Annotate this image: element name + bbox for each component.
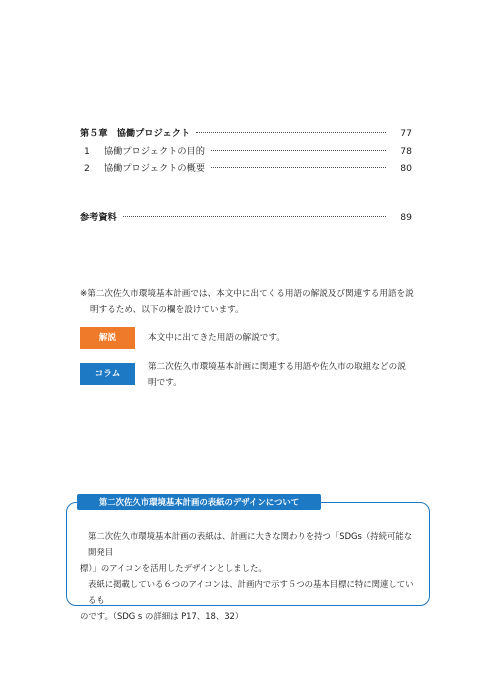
toc-leader	[196, 131, 386, 133]
design-info-line: 標）」のアイコンを活用したデザインとしました。	[80, 563, 267, 573]
kaisetsu-description: 本文中に出てきた用語の解説です。	[148, 333, 285, 343]
toc-leader	[123, 215, 386, 217]
toc-leader	[211, 166, 386, 168]
toc-item-number: 1	[84, 146, 90, 157]
toc-leader	[211, 149, 386, 151]
kaisetsu-badge: 解説	[80, 327, 135, 349]
toc-reference-title: 参考資料	[80, 212, 117, 223]
toc-page-number: 89	[400, 212, 412, 223]
column-description-line2: 明です。	[148, 378, 182, 388]
usage-note	[80, 286, 420, 318]
legend-kaisetsu	[80, 327, 420, 349]
toc-page-number: 80	[400, 163, 412, 174]
toc-page-number: 78	[400, 146, 412, 157]
design-info-line: のです。（SDG s の詳細は P17、18、32）	[80, 611, 244, 621]
column-description-line1: 第二次佐久市環境基本計画に関連する用語や佐久市の取組などの説	[148, 362, 406, 372]
toc-chapter5[interactable]	[80, 127, 412, 141]
toc-chapter5-title: 第５章 協働プロジェクト	[80, 128, 191, 139]
toc-item-number: 2	[84, 163, 90, 174]
toc-item-title: 協働プロジェクトの目的	[104, 146, 205, 157]
toc-reference[interactable]	[80, 211, 412, 225]
column-description	[148, 359, 423, 391]
design-info-title: 第二次佐久市環境基本計画の表紙のデザインについて	[77, 494, 321, 510]
usage-note-line2: 明するため、以下の欄を設けています。	[90, 305, 244, 315]
design-info-line: 表紙に掲載している６つのアイコンは、計画内で示す５つの基本目標に特に関連しているも	[88, 579, 414, 605]
design-info-line: 第二次佐久市環境基本計画の表紙は、計画に大きな関わりを持つ「SDGs（持続可能な開発目	[88, 531, 413, 557]
toc-item-2[interactable]	[80, 162, 412, 176]
toc-page-number: 77	[400, 128, 412, 139]
design-info-text	[80, 528, 418, 624]
toc-item-1[interactable]	[80, 145, 412, 159]
column-badge: コラム	[80, 363, 135, 385]
usage-note-line1: ※第二次佐久市環境基本計画では、本文中に出てくる用語の解説及び関連する用語を説	[80, 289, 414, 299]
legend-column	[80, 362, 420, 396]
toc-item-title: 協働プロジェクトの概要	[104, 163, 205, 174]
